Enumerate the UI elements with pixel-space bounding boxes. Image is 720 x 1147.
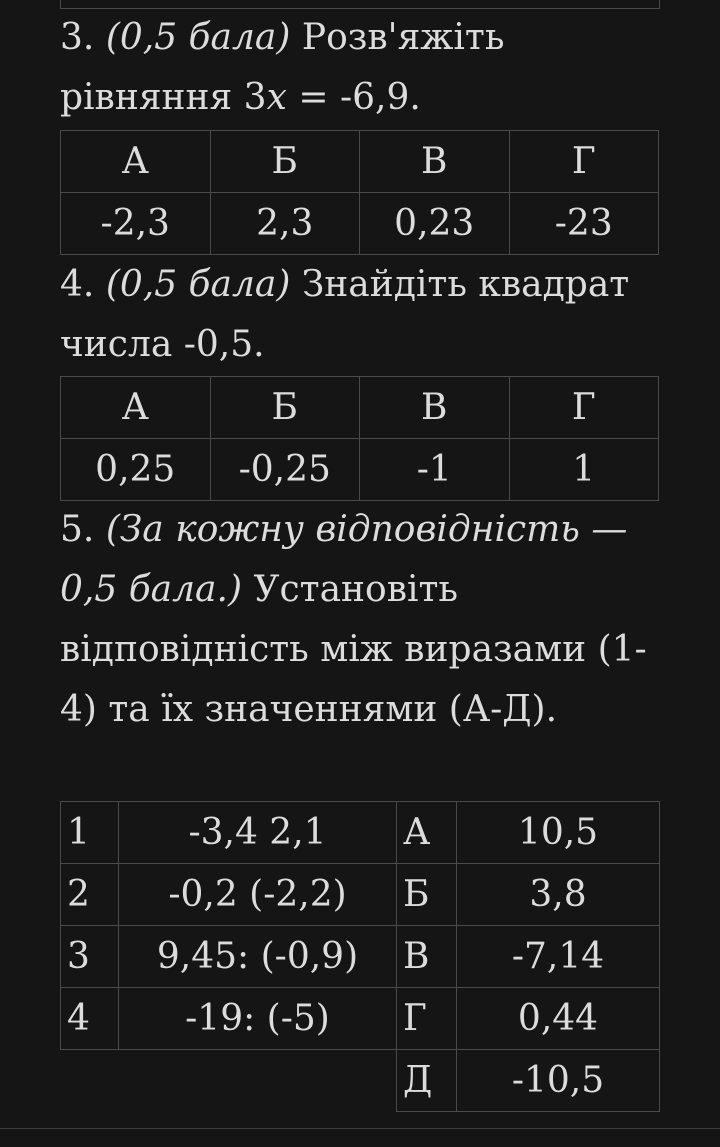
question-3-points: (0,5 бала) (105, 17, 291, 58)
question-4-number: 4. (60, 264, 95, 305)
question-5-matching-table (60, 801, 660, 1112)
option-value: -1 (360, 439, 510, 501)
option-letter: А (61, 131, 211, 193)
option-letter: В (360, 377, 510, 439)
question-4-prompt: Знайдіть квадрат числа -0,5. (60, 264, 630, 365)
empty-cell (119, 1050, 397, 1112)
table-row (61, 926, 660, 988)
table-row (61, 864, 660, 926)
question-3-text (60, 8, 680, 128)
table-row (61, 1050, 660, 1112)
question-4-points: (0,5 бала) (105, 264, 291, 305)
table-header-row (61, 377, 659, 439)
option-value: 0,25 (61, 439, 211, 501)
question-3-number: 3. (60, 17, 95, 58)
value-letter: Б (397, 864, 457, 926)
question-3-variable: x (266, 77, 287, 118)
page-divider (0, 1128, 720, 1129)
value-letter: В (397, 926, 457, 988)
option-value: -23 (509, 193, 659, 255)
table-header-row (61, 131, 659, 193)
question-4-text (60, 255, 680, 375)
option-value: 0,23 (360, 193, 510, 255)
value: -10,5 (457, 1050, 660, 1112)
table-row (61, 439, 659, 501)
option-letter: А (61, 377, 211, 439)
question-5-number: 5. (60, 509, 95, 550)
option-letter: Г (509, 131, 659, 193)
table-row (61, 802, 660, 864)
value-letter: А (397, 802, 457, 864)
table-row (61, 988, 660, 1050)
expression: -19: (-5) (119, 988, 397, 1050)
value: 10,5 (457, 802, 660, 864)
option-letter: Б (210, 131, 360, 193)
question-5-text (60, 500, 660, 740)
value: -7,14 (457, 926, 660, 988)
option-letter: Б (210, 377, 360, 439)
option-letter: В (360, 131, 510, 193)
expression-number: 4 (61, 988, 119, 1050)
question-4-answer-table (60, 376, 659, 501)
empty-cell (61, 1050, 119, 1112)
question-5-prompt: Установіть відповідність між виразами (1-4) та їх значеннями (А-Д). (60, 569, 647, 730)
table-row (61, 193, 659, 255)
value-letter: Г (397, 988, 457, 1050)
question-3-prompt-end: = -6,9. (286, 77, 421, 118)
option-value: 1 (509, 439, 659, 501)
value: 0,44 (457, 988, 660, 1050)
question-3-answer-table (60, 130, 659, 255)
expression: -3,4 2,1 (119, 802, 397, 864)
value: 3,8 (457, 864, 660, 926)
expression: -0,2 (-2,2) (119, 864, 397, 926)
question-5-points: (За кожну відповідність — 0,5 бала.) (60, 509, 628, 610)
option-value: -2,3 (61, 193, 211, 255)
value-letter: Д (397, 1050, 457, 1112)
option-value: 2,3 (210, 193, 360, 255)
question-3-prompt: Розв'яжіть рівняння 3 (60, 17, 505, 118)
option-letter: Г (509, 377, 659, 439)
expression: 9,45: (-0,9) (119, 926, 397, 988)
option-value: -0,25 (210, 439, 360, 501)
expression-number: 2 (61, 864, 119, 926)
expression-number: 3 (61, 926, 119, 988)
expression-number: 1 (61, 802, 119, 864)
